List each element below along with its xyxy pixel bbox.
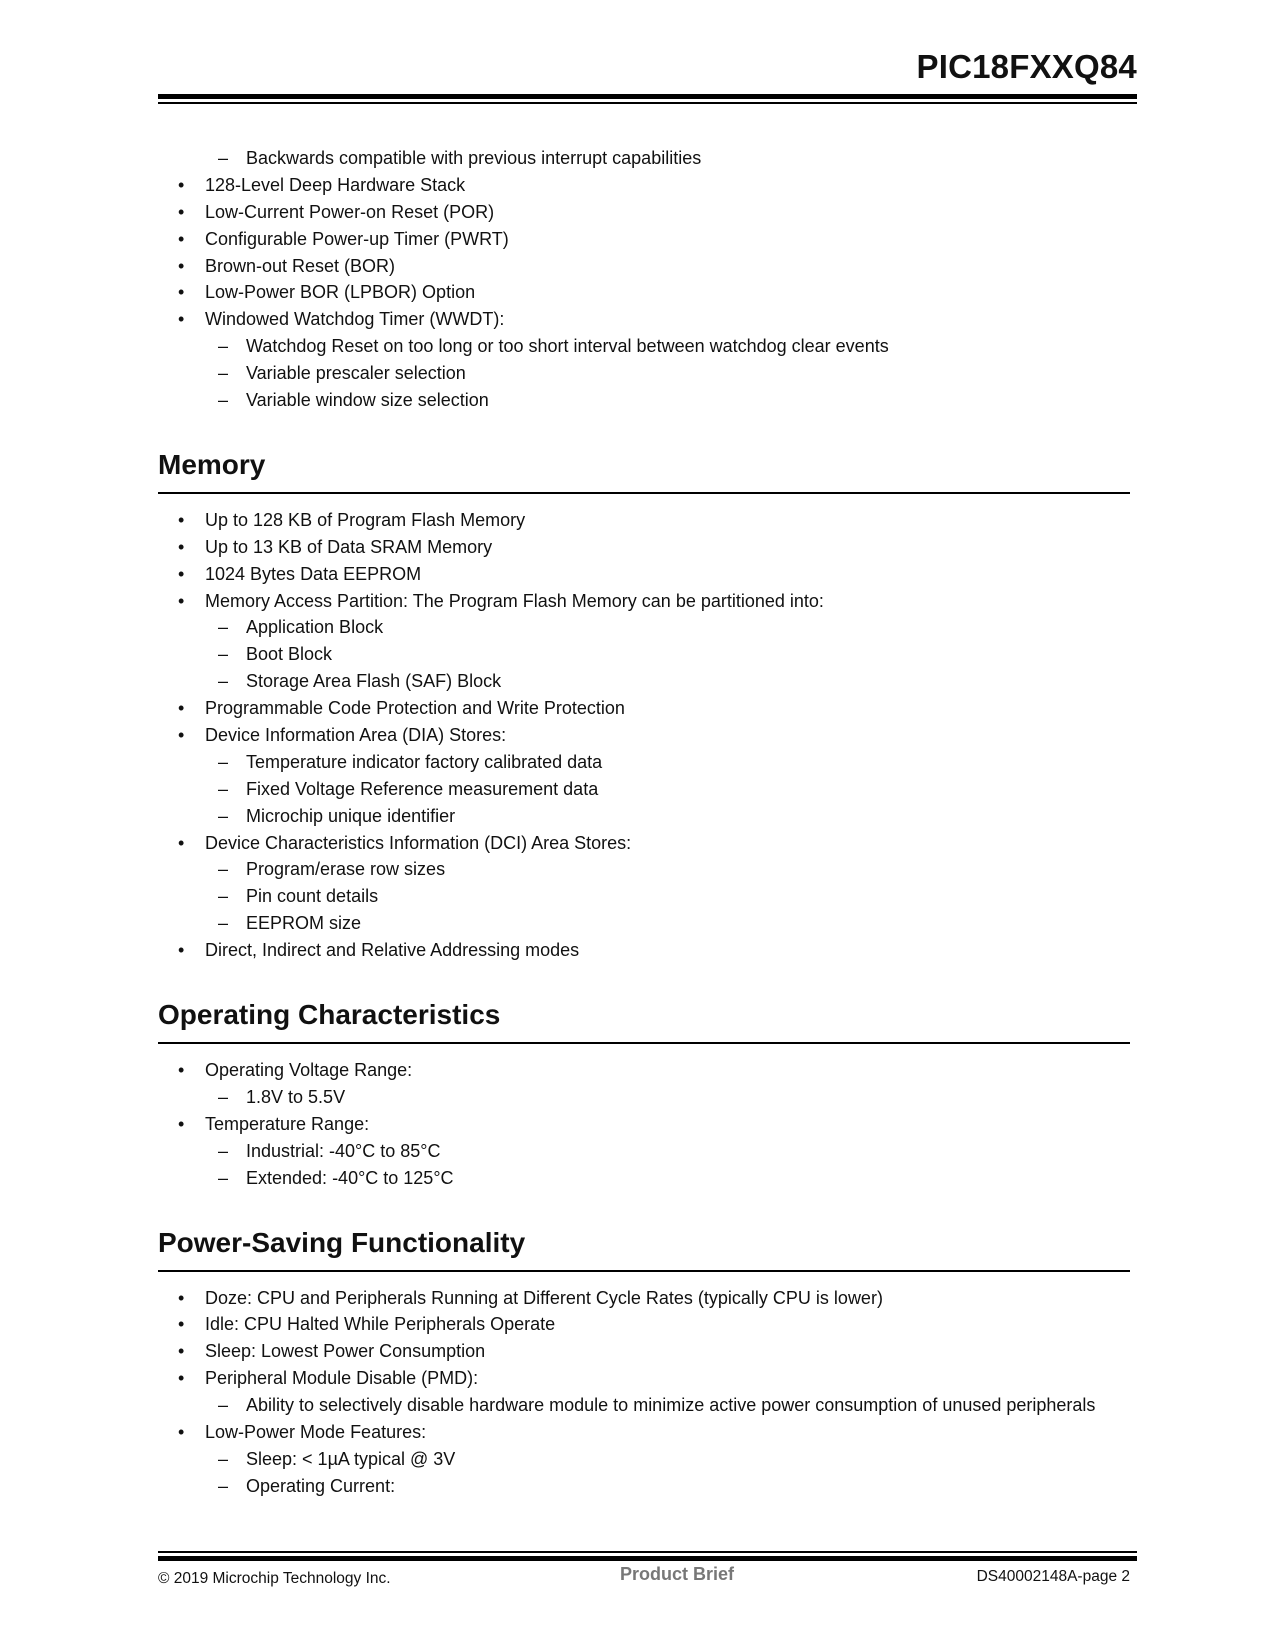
bullet-icon: • <box>178 1113 185 1134</box>
list-item-text: Idle: CPU Halted While Peripherals Operate <box>205 1314 556 1335</box>
header-rule-thick <box>158 94 1137 99</box>
list-item <box>158 1365 1137 1392</box>
sub-list-item <box>158 1084 1137 1111</box>
dash-icon: – <box>218 1395 229 1416</box>
list-item-text: Backwards compatible with previous interrupt capabilities <box>246 148 702 168</box>
bullet-icon: • <box>178 563 185 584</box>
list-item-text: Variable window size selection <box>246 390 489 411</box>
list-item <box>158 695 1137 722</box>
operating-characteristics-list <box>158 1057 1137 1191</box>
list-item <box>158 830 1137 857</box>
bullet-icon: • <box>178 228 185 249</box>
dash-icon: – <box>218 1140 229 1161</box>
sub-list-item <box>158 856 1137 883</box>
sub-list-item <box>158 360 1137 387</box>
list-item-text: Temperature indicator factory calibrated data <box>246 751 603 772</box>
dash-icon: – <box>218 148 229 168</box>
list-item-text: Watchdog Reset on too long or too short interval between watchdog clear events <box>246 336 889 357</box>
sub-list-item <box>158 145 1137 172</box>
section-rule <box>158 1270 1130 1272</box>
list-item-text: Brown-out Reset (BOR) <box>205 255 396 276</box>
bullet-icon: • <box>178 725 185 746</box>
footer-doc-type: Product Brief <box>620 1564 735 1584</box>
list-item <box>158 1111 1137 1138</box>
footer-copyright: © 2019 Microchip Technology Inc. <box>158 1570 391 1587</box>
sub-list-item <box>158 668 1137 695</box>
list-item <box>158 1311 1137 1338</box>
dash-icon: – <box>218 1086 229 1107</box>
list-item-text: Sleep: < 1µA typical @ 3V <box>246 1448 456 1469</box>
section-rule <box>158 1042 1130 1044</box>
sub-list-item <box>158 749 1137 776</box>
list-item-text: Extended: -40°C to 125°C <box>246 1167 454 1188</box>
section-operating-characteristics <box>158 998 1137 1191</box>
dash-icon: – <box>218 617 229 638</box>
list-item-text: Temperature Range: <box>205 1113 370 1134</box>
bullet-icon: • <box>178 282 185 303</box>
dash-icon: – <box>218 751 229 772</box>
list-item <box>158 279 1137 306</box>
sub-list-item <box>158 910 1137 937</box>
list-item-text: Direct, Indirect and Relative Addressing modes <box>205 940 580 961</box>
list-item-text: Programmable Code Protection and Write Protection <box>205 698 625 719</box>
footer-page-ref: DS40002148A-page 2 <box>976 1568 1130 1585</box>
sub-list-item <box>158 776 1137 803</box>
list-item-text: Low-Current Power-on Reset (POR) <box>205 201 495 222</box>
sub-list-item <box>158 387 1137 414</box>
list-item-text: 1024 Bytes Data EEPROM <box>205 563 422 584</box>
list-item <box>158 226 1137 253</box>
dash-icon: – <box>218 1475 229 1496</box>
dash-icon: – <box>218 859 229 880</box>
bullet-icon: • <box>178 174 185 195</box>
section-title-memory: Memory <box>158 448 266 480</box>
sub-list-item <box>158 1473 1137 1500</box>
section-memory <box>158 448 1137 964</box>
list-item <box>158 1285 1137 1312</box>
list-item-text: Low-Power Mode Features: <box>205 1421 427 1442</box>
footer-rule-thick <box>158 1556 1137 1561</box>
bullet-icon: • <box>178 1341 185 1362</box>
section-rule <box>158 492 1130 494</box>
dash-icon: – <box>218 1448 229 1469</box>
list-item <box>158 199 1137 226</box>
list-item-text: Configurable Power-up Timer (PWRT) <box>205 228 509 249</box>
list-item-text: 128-Level Deep Hardware Stack <box>205 174 466 195</box>
dash-icon: – <box>218 913 229 934</box>
list-item-text: Pin count details <box>246 886 379 907</box>
bullet-icon: • <box>178 1287 185 1308</box>
dash-icon: – <box>218 778 229 799</box>
list-item-text: Application Block <box>246 617 384 638</box>
list-item <box>158 937 1137 964</box>
list-item-text: Boot Block <box>246 644 333 665</box>
footer-rule-thin <box>158 1551 1137 1553</box>
memory-list <box>158 507 1137 964</box>
bullet-icon: • <box>178 509 185 530</box>
page-header-title: PIC18FXXQ84 <box>916 48 1137 85</box>
list-item-text: Low-Power BOR (LPBOR) Option <box>205 282 476 303</box>
list-item-text: Device Information Area (DIA) Stores: <box>205 725 507 746</box>
list-item-text: EEPROM size <box>246 913 362 934</box>
bullet-icon: • <box>178 1421 185 1442</box>
list-item <box>158 534 1137 561</box>
list-item-text: Ability to selectively disable hardware module to minimize active power consumption of unused peripherals <box>246 1395 1096 1416</box>
bullet-icon: • <box>178 832 185 853</box>
bullet-icon: • <box>178 1060 185 1081</box>
sub-list-item <box>158 1165 1137 1192</box>
sub-list-item <box>158 1446 1137 1473</box>
list-item-text: Device Characteristics Information (DCI) Area Stores: <box>205 832 632 853</box>
section-power-saving <box>158 1226 1137 1500</box>
dash-icon: – <box>218 886 229 907</box>
list-item-text: Variable prescaler selection <box>246 363 466 384</box>
sub-list-item <box>158 1138 1137 1165</box>
list-item-text: Sleep: Lowest Power Consumption <box>205 1341 486 1362</box>
dash-icon: – <box>218 1167 229 1188</box>
dash-icon: – <box>218 390 229 411</box>
list-item-text: Up to 128 KB of Program Flash Memory <box>205 509 526 530</box>
list-item-text: Doze: CPU and Peripherals Running at Different Cycle Rates (typically CPU is lower) <box>205 1287 883 1308</box>
list-item <box>158 722 1137 749</box>
list-item-text: Operating Voltage Range: <box>205 1060 413 1081</box>
list-item <box>158 1419 1137 1446</box>
section-title-power-saving: Power-Saving Functionality <box>158 1226 526 1258</box>
bullet-icon: • <box>178 201 185 222</box>
bullet-icon: • <box>178 1314 185 1335</box>
sub-list-item <box>158 1392 1137 1419</box>
list-item <box>158 1338 1137 1365</box>
sub-list-item <box>158 614 1137 641</box>
dash-icon: – <box>218 363 229 384</box>
list-item-text: Program/erase row sizes <box>246 859 446 880</box>
list-item-text: Operating Current: <box>246 1475 396 1496</box>
list-item <box>158 306 1137 333</box>
list-item <box>158 561 1137 588</box>
list-item <box>158 1057 1137 1084</box>
list-item-text: Industrial: -40°C to 85°C <box>246 1140 441 1161</box>
dash-icon: – <box>218 805 229 826</box>
bullet-icon: • <box>178 698 185 719</box>
sub-list-item <box>158 883 1137 910</box>
bullet-icon: • <box>178 590 185 611</box>
bullet-icon: • <box>178 1368 185 1389</box>
list-item-text: Fixed Voltage Reference measurement data <box>246 778 599 799</box>
document-body <box>158 145 1137 1500</box>
bullet-icon: • <box>178 255 185 276</box>
list-item <box>158 253 1137 280</box>
list-item <box>158 588 1137 615</box>
header-rule-thin <box>158 102 1137 104</box>
dash-icon: – <box>218 671 229 692</box>
list-item <box>158 507 1137 534</box>
sub-list-item <box>158 333 1137 360</box>
bullet-icon: • <box>178 940 185 961</box>
dash-icon: – <box>218 644 229 665</box>
sub-list-item <box>158 641 1137 668</box>
bullet-icon: • <box>178 536 185 557</box>
list-item <box>158 172 1137 199</box>
intro-list <box>158 145 1137 414</box>
list-item-text: Windowed Watchdog Timer (WWDT): <box>205 309 505 330</box>
list-item-text: Memory Access Partition: The Program Flash Memory can be partitioned into: <box>205 590 824 611</box>
list-item-text: Up to 13 KB of Data SRAM Memory <box>205 536 493 557</box>
list-item-text: 1.8V to 5.5V <box>246 1086 346 1107</box>
power-saving-list <box>158 1285 1137 1500</box>
list-item-text: Microchip unique identifier <box>246 805 456 826</box>
list-item-text: Storage Area Flash (SAF) Block <box>246 671 502 692</box>
list-item-text: Peripheral Module Disable (PMD): <box>205 1368 479 1389</box>
dash-icon: – <box>218 336 229 357</box>
section-title-operating-characteristics: Operating Characteristics <box>158 999 501 1031</box>
bullet-icon: • <box>178 309 185 330</box>
sub-list-item <box>158 803 1137 830</box>
